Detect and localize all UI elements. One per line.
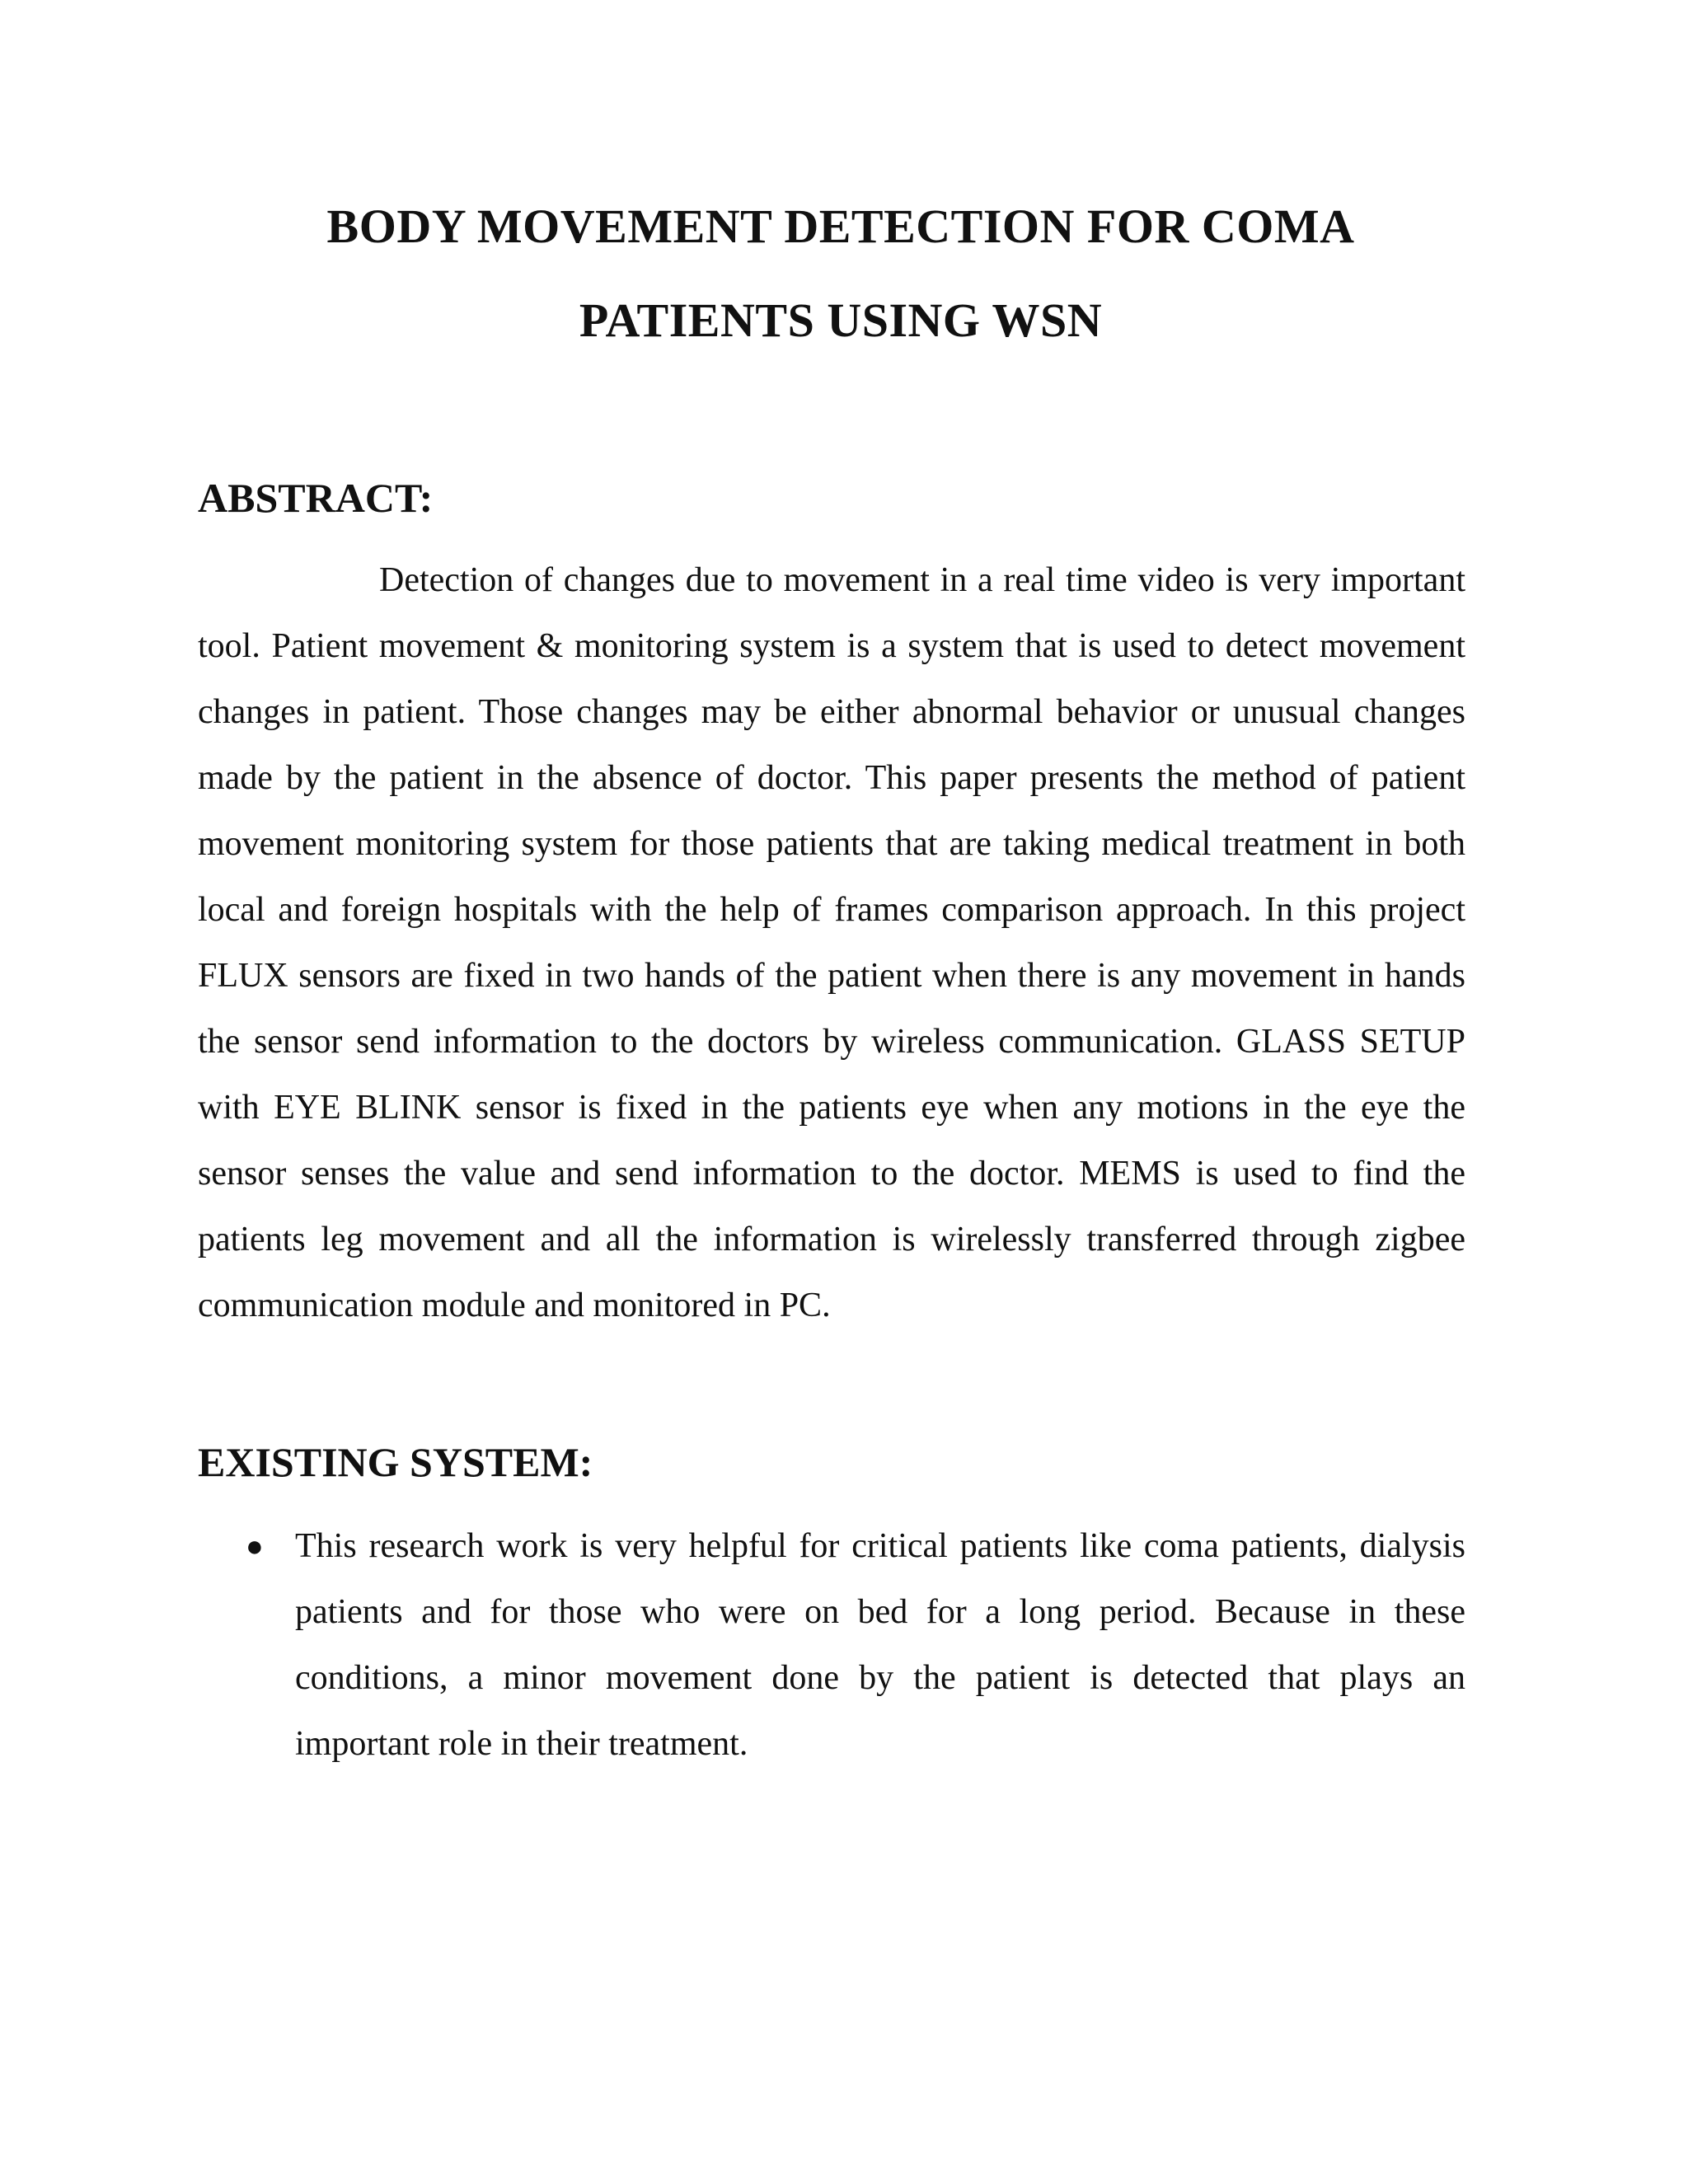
abstract-heading: ABSTRACT:: [198, 475, 434, 521]
document-title-line-1: BODY MOVEMENT DETECTION FOR COMA: [326, 199, 1355, 253]
existing-system-list: [198, 1513, 1465, 1777]
existing-system-heading: EXISTING SYSTEM:: [198, 1439, 593, 1485]
abstract-paragraph: Detection of changes due to movement in a real time video is very important tool. Patient movement & monitoring system is a system that is used to detect movement changes in patient. Those changes may be either abnormal behavior or unusual changes made by the patient in the absence of doctor. This paper presents the method of patient movement monitoring system for those patients that are taking medical treatment in both local and foreign hospitals with the help of frames comparison approach. In this project FLUX sensors are fixed in two hands of the patient when there is any movement in hands the sensor send information to the doctors by wireless communication. GLASS SETUP with EYE BLINK sensor is fixed in the patients eye when any motions in the eye the sensor senses the value and send information to the doctor. MEMS is used to find the patients leg movement and all the information is wirelessly transferred through zigbee communication module and monitored in PC.: [198, 561, 1465, 1324]
bullet-icon: ●: [246, 1530, 264, 1563]
list-item-text: This research work is very helpful for critical patients like coma patients, dialysis patients and for those who were on bed for a long period. Because in these conditions, a minor movement done by the patient is detected that plays an important role in their treatment.: [295, 1527, 1465, 1763]
list-item: [198, 1513, 1465, 1777]
document-title-line-2: PATIENTS USING WSN: [579, 293, 1103, 347]
